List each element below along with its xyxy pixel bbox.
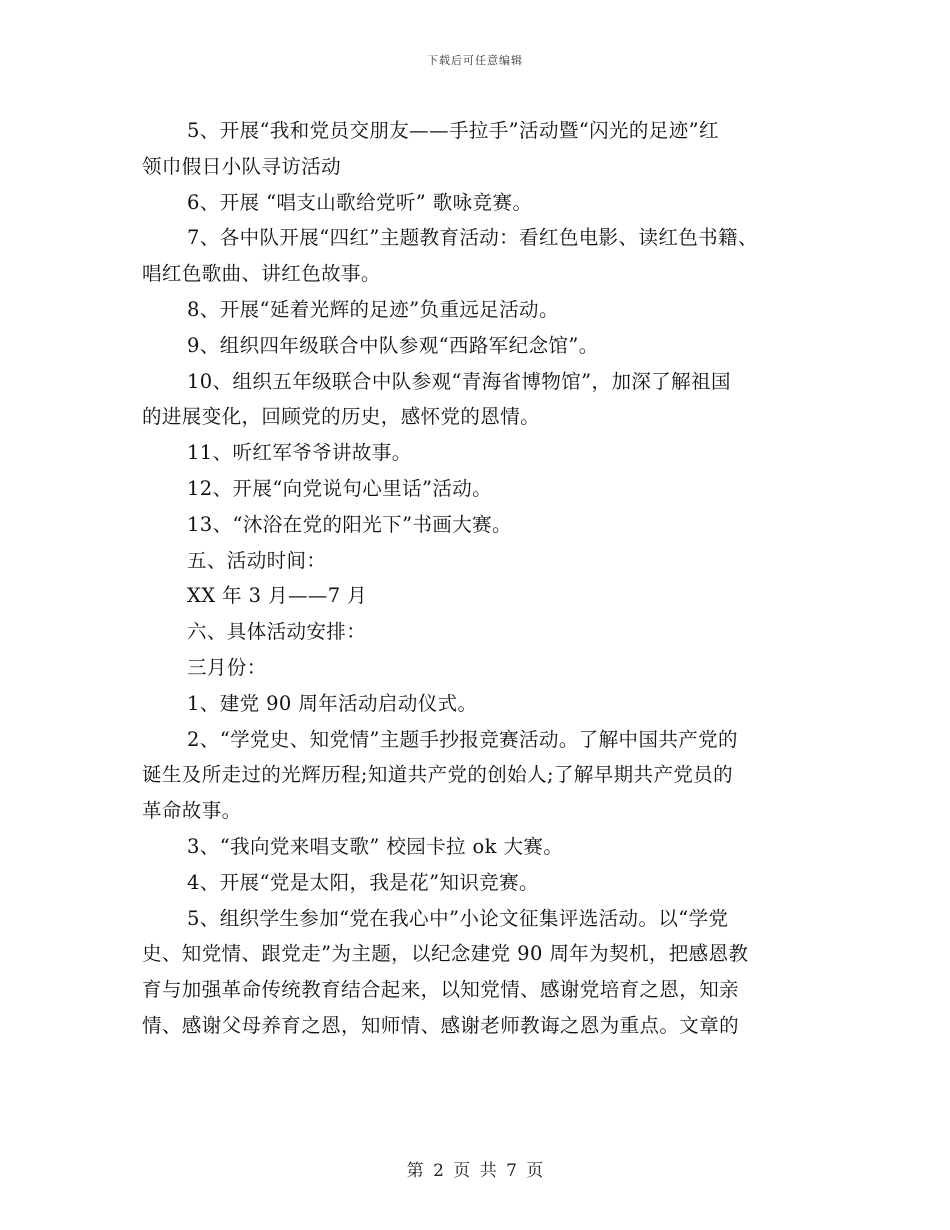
text-line: 12、开展“向党说句心里话”活动。 (187, 476, 493, 500)
text-line: 9、组织四年级联合中队参观“西路军纪念馆”。 (187, 333, 599, 357)
text-line: 3、“我向党来唱支歌” 校园卡拉 ok 大赛。 (187, 834, 564, 858)
text-line: XX 年 3 月——7 月 (187, 584, 368, 608)
text-line: 6、开展 “唱支山歌给党听” 歌咏竞赛。 (187, 190, 533, 214)
page-number-footer: 第 2 页 共 7 页 (406, 1161, 544, 1181)
text-line: 革命故事。 (142, 799, 242, 823)
text-line: 五、活动时间： (187, 548, 327, 572)
text-line: 7、各中队开展“四红”主题教育活动：看红色电影、读红色书籍、 (187, 226, 758, 250)
text-line: 1、建党 90 周年活动启动仪式。 (187, 691, 478, 715)
text-line: 10、组织五年级联合中队参观“青海省博物馆”，加深了解祖国 (187, 369, 731, 393)
text-line: 史、知党情、跟党走”为主题，以纪念建党 90 周年为契机，把感恩教 (142, 942, 749, 966)
text-line: 六、具体活动安排： (187, 620, 367, 644)
text-line: 11、听红军爷爷讲故事。 (187, 441, 412, 465)
text-line: 2、“学党史、知党情”主题手抄报竞赛活动。了解中国共产党的 (187, 727, 738, 751)
document-body (142, 113, 818, 1044)
page-header: 下载后可任意编辑 (427, 54, 523, 67)
text-line: 5、开展“我和党员交朋友——手拉手”活动暨“闪光的足迹”红 (187, 119, 719, 142)
text-line: 育与加强革命传统教育结合起来，以知党情、感谢党培育之恩，知亲 (142, 978, 740, 1002)
text-line: 领巾假日小队寻访活动 (142, 154, 342, 178)
text-line: 的进展变化，回顾党的历史，感怀党的恩情。 (142, 405, 541, 429)
text-line: 唱红色歌曲、讲红色故事。 (142, 262, 381, 286)
text-line: 诞生及所走过的光辉历程;知道共产党的创始人;了解早期共产党员的 (142, 763, 734, 787)
text-line: 8、开展“延着光辉的足迹”负重远足活动。 (187, 297, 559, 321)
text-line: 4、开展“党是太阳，我是花”知识竞赛。 (187, 870, 539, 894)
text-line: 情、感谢父母养育之恩，知师情、感谢老师教诲之恩为重点。文章的 (142, 1013, 740, 1037)
text-line: 三月份： (187, 655, 267, 679)
text-line: 5、组织学生参加“党在我心中”小论文征集评选活动。以“学党 (187, 906, 729, 930)
text-line: 13、“沐浴在党的阳光下”书画大赛。 (187, 512, 512, 536)
